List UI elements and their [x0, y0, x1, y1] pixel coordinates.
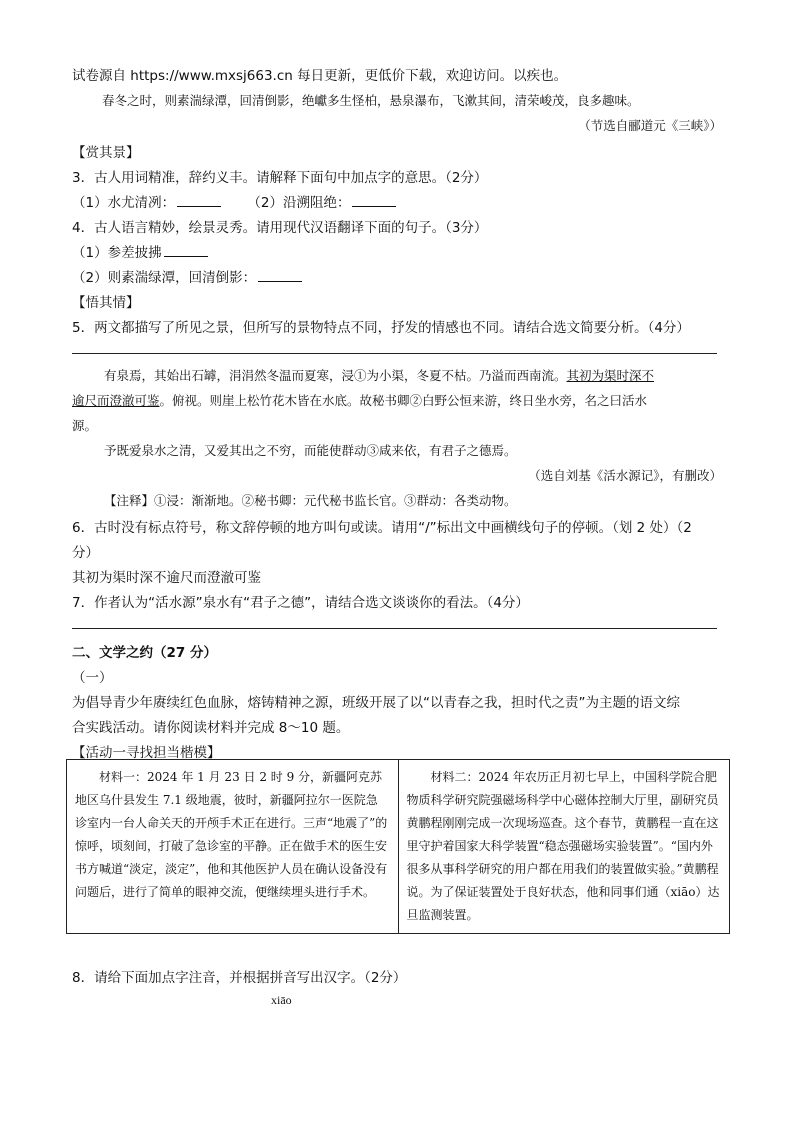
question-7: 7．作者认为“活水源”泉水有“君子之德”，请结合选文谈谈你的看法。（4分） [72, 595, 529, 611]
question-3-items [72, 191, 396, 211]
passage2-line-1 [104, 366, 654, 384]
question-6-sentence: 其初为渠时深不逾尺而澄澈可鉴 [72, 570, 261, 586]
passage2-text: 有泉焉，其始出石罅，涓涓然冬温而夏寒，浸①为小渠，冬夏不枯。乃溢而西南流。 [104, 368, 567, 383]
question-6-line-2: 分） [72, 545, 99, 561]
material-1-text: 材料一：2024 年 1 月 23 日 2 时 9 分，新疆阿克苏地区乌什县发生 7.1 级地震，彼时，新疆阿拉尔一医院急诊室内一台人命关天的开颅手术正在进行。三声“地震了”的惊呼，顷刻间，打破了急诊室的平静。正在做手术的医生安书方喊道“淡定，淡定”，他和其他医护人员在确认设备没有问题后，进行了简单的眼神交流，便继续埋头进行手术。 [75, 770, 388, 899]
part2-intro-line-2: 合实践活动。请你阅读材料并完成 8～10 题。 [72, 720, 350, 736]
answer-blank[interactable] [352, 194, 396, 207]
passage2-source: （选自刘基《活水源记》，有删改） [528, 468, 722, 483]
answer-line [72, 628, 717, 629]
question-8: 8．请给下面加点字注音，并根据拼音写出汉字。（2分） [72, 970, 407, 986]
passage2-line-3: 源。 [72, 418, 98, 433]
part2-intro-line-1: 为倡导青少年赓续红色血脉，熔铸精神之源，班级开展了以“以青春之我，担时代之责”为主题的语文综 [72, 695, 680, 711]
part2-subheading: （一） [72, 670, 113, 686]
passage2-text: 。俯视。则崖上松竹花木皆在水底。故秘书卿②白野公恒来游，终日坐水旁，名之曰活水 [159, 393, 648, 408]
material-2-cell [398, 760, 730, 934]
underlined-sentence: 其初为渠时深不 [566, 368, 655, 383]
answer-blank[interactable] [258, 269, 302, 282]
passage1-text: 春冬之时，则素湍绿潭，回清倒影，绝巘多生怪柏，悬泉瀑布，飞漱其间，清荣峻茂，良多趣味。 [102, 93, 640, 108]
material-1-cell [67, 760, 399, 934]
question-4-item-2-row [72, 266, 302, 286]
passage2-line-2 [72, 391, 647, 409]
answer-blank[interactable] [164, 244, 208, 257]
question-5: 5．两文都描写了所见之景，但所写的景物特点不同，抒发的情感也不同。请结合选文简要分析。（4分） [72, 320, 690, 336]
answer-blank[interactable] [177, 194, 221, 207]
pinyin-label: xiāo [271, 993, 292, 1007]
question-4: 4．古人语言精妙，绘景灵秀。请用现代汉语翻译下面的句子。（3分） [72, 220, 488, 236]
materials-table [66, 759, 730, 934]
passage2-line-4: 予既爱泉水之清，又爱其出之不穷，而能使群动③咸来依，有君子之德焉。 [104, 443, 517, 458]
part2-heading: 二、文学之约（27 分） [72, 645, 217, 661]
answer-line [72, 353, 717, 354]
q3-item-1: （1）水尤清冽： [72, 195, 176, 211]
source-header: 试卷源自 https://www.mxsj663.cn 每日更新，更低价下载，欢迎访问。以疾也。 [72, 68, 568, 84]
activity-heading: 【活动一寻找担当楷模】 [72, 745, 221, 761]
section-heading-feel: 【悟其情】 [72, 295, 140, 311]
underlined-sentence: 逾尺而澄澈可鉴 [72, 393, 160, 408]
question-3: 3．古人用词精准，辞约义丰。请解释下面句中加点字的意思。（2分） [72, 170, 488, 186]
q4-item-1: （1）参差披拂 [72, 245, 162, 261]
question-4-item-1-row [72, 241, 208, 261]
material-2-text: 材料二：2024 年农历正月初七早上，中国科学院合肥物质科学研究院强磁场科学中心磁体控制大厅里，副研究员黄鹏程刚刚完成一次现场巡查。这个春节，黄鹏程一直在这里守护着国家大科学装置“稳态强磁场实验装置”。“国内外很多从事科学研究的用户都在用我们的装置做实验。”黄鹏程说。为了保证装置处于良好状态，他和同事们通（xiāo）达旦监测装置。 [406, 770, 720, 922]
passage2-notes: 【注释】①浸：渐渐地。②秘书卿：元代秘书监长官。③群动：各类动物。 [104, 493, 517, 508]
question-6-line-1: 6．古时没有标点符号，称文辞停顿的地方叫句或读。请用“/”标出文中画横线句子的停顿。（划 2 处）（2 [72, 520, 692, 536]
q4-item-2: （2）则素湍绿潭，回清倒影： [72, 270, 257, 286]
section-heading-appreciate: 【赏其景】 [72, 145, 140, 161]
passage1-source: （节选自郦道元《三峡》） [578, 118, 722, 133]
q3-item-2: （2）沿溯阻绝： [247, 195, 351, 211]
